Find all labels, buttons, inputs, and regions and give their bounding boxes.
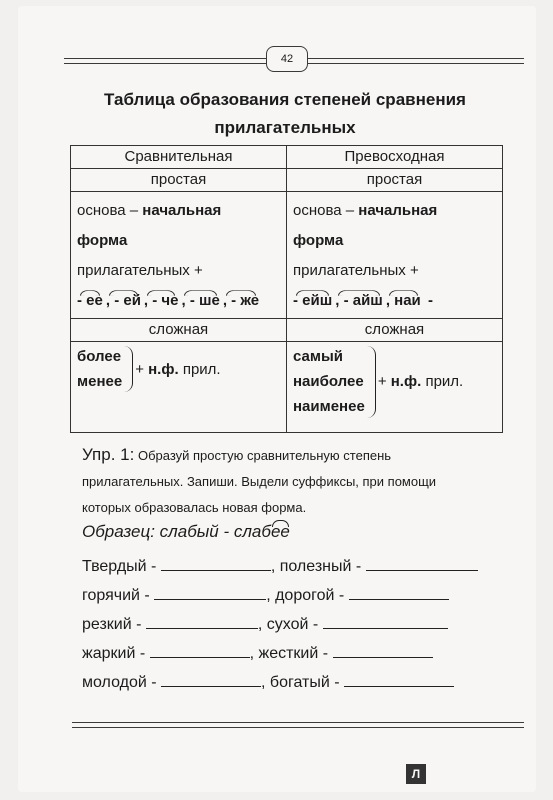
- plus-sign: +: [377, 373, 391, 390]
- suffix: - ейш: [293, 292, 333, 309]
- suffix: , - че: [143, 292, 179, 309]
- comparative-simple-rule: [71, 192, 287, 319]
- word-prompt: , полезный -: [270, 558, 362, 575]
- instruction-line: которых образовалась новая форма.: [82, 500, 307, 515]
- answer-blank[interactable]: [161, 556, 271, 571]
- answer-blank[interactable]: [366, 556, 478, 571]
- word-prompt: , дорогой -: [266, 587, 345, 604]
- pril-abbr: прил.: [421, 373, 464, 390]
- plus-sign: +: [135, 360, 149, 378]
- instruction-line: Образуй простую сравнительную степень: [137, 448, 392, 463]
- complex-word: наименее: [293, 398, 365, 415]
- suffix: , - ше: [181, 292, 220, 309]
- complex-word: наиболее: [293, 373, 364, 390]
- exercise-label: Упр. 1:: [82, 445, 135, 464]
- sample-suffix: ее: [270, 522, 290, 541]
- word-prompt: , богатый -: [261, 674, 340, 691]
- answer-blank[interactable]: [323, 614, 448, 629]
- page-title: Таблица образования степеней сравнения прилагательных: [104, 90, 466, 137]
- word-prompt: горячий -: [82, 587, 150, 604]
- rule-bold: начальная: [358, 202, 438, 219]
- rule-text: прилагательных +: [77, 262, 203, 279]
- word-prompt: Твердый -: [82, 558, 157, 575]
- answer-blank[interactable]: [344, 672, 454, 687]
- comparison-table: [70, 145, 503, 433]
- rule-text: основа –: [293, 202, 359, 219]
- complex-word: более: [77, 348, 122, 365]
- exercise-instruction: [82, 440, 522, 471]
- col-header-superlative: Превосходная: [287, 146, 503, 169]
- exercise-row: [82, 614, 448, 634]
- word-prompt: резкий -: [82, 616, 142, 633]
- exercise-row: [82, 556, 478, 576]
- word-prompt: жаркий -: [82, 645, 146, 662]
- comparative-complex-rule: [71, 342, 287, 433]
- superlative-suffixes: [293, 286, 502, 316]
- suffix: , - же: [222, 292, 260, 309]
- exercise-row: [82, 672, 454, 692]
- brace-icon: [367, 346, 376, 418]
- sample-line: [82, 522, 290, 542]
- rule-bold: форма: [293, 232, 344, 249]
- rule-text: основа –: [77, 202, 143, 219]
- brace-icon: [124, 346, 133, 392]
- suffix: , - айш: [335, 292, 383, 309]
- comparative-complex-label: сложная: [71, 319, 287, 342]
- footer-rule: [72, 722, 524, 723]
- answer-blank[interactable]: [333, 643, 433, 658]
- answer-blank[interactable]: [154, 585, 266, 600]
- complex-word: самый: [293, 348, 343, 365]
- sample-text: Образец: слабый - слаб: [82, 522, 271, 541]
- page-number: 42: [266, 46, 308, 72]
- nf-abbr: н.ф.: [390, 373, 422, 390]
- answer-blank[interactable]: [146, 614, 258, 629]
- suffix: , наи: [385, 292, 421, 309]
- suffix: -: [423, 292, 433, 309]
- superlative-simple-rule: [287, 192, 503, 319]
- rule-bold: начальная: [142, 202, 222, 219]
- complex-word: менее: [77, 373, 123, 390]
- superlative-simple-label: простая: [287, 169, 503, 192]
- footer-rule-thin: [72, 727, 524, 728]
- answer-blank[interactable]: [161, 672, 261, 687]
- word-prompt: молодой -: [82, 674, 157, 691]
- suffix: , - ей: [105, 292, 141, 309]
- rule-bold: форма: [77, 232, 128, 249]
- exercise-row: [82, 585, 449, 605]
- comparative-simple-label: простая: [71, 169, 287, 192]
- col-header-comparative: Сравнительная: [71, 146, 287, 169]
- rule-text: прилагательных +: [293, 262, 419, 279]
- pril-abbr: прил.: [178, 360, 221, 378]
- publisher-logo-icon: Л: [406, 764, 426, 784]
- superlative-complex-rule: [287, 342, 503, 433]
- answer-blank[interactable]: [349, 585, 449, 600]
- word-prompt: , жесткий -: [249, 645, 329, 662]
- word-prompt: , сухой -: [257, 616, 319, 633]
- suffix: - ее: [77, 292, 103, 309]
- superlative-complex-label: сложная: [287, 319, 503, 342]
- comparative-suffixes: [77, 286, 286, 316]
- answer-blank[interactable]: [150, 643, 250, 658]
- nf-abbr: н.ф.: [148, 360, 179, 378]
- instruction-line: прилагательных. Запиши. Выдели суффиксы, при помощи: [82, 474, 437, 489]
- exercise-row: [82, 643, 433, 663]
